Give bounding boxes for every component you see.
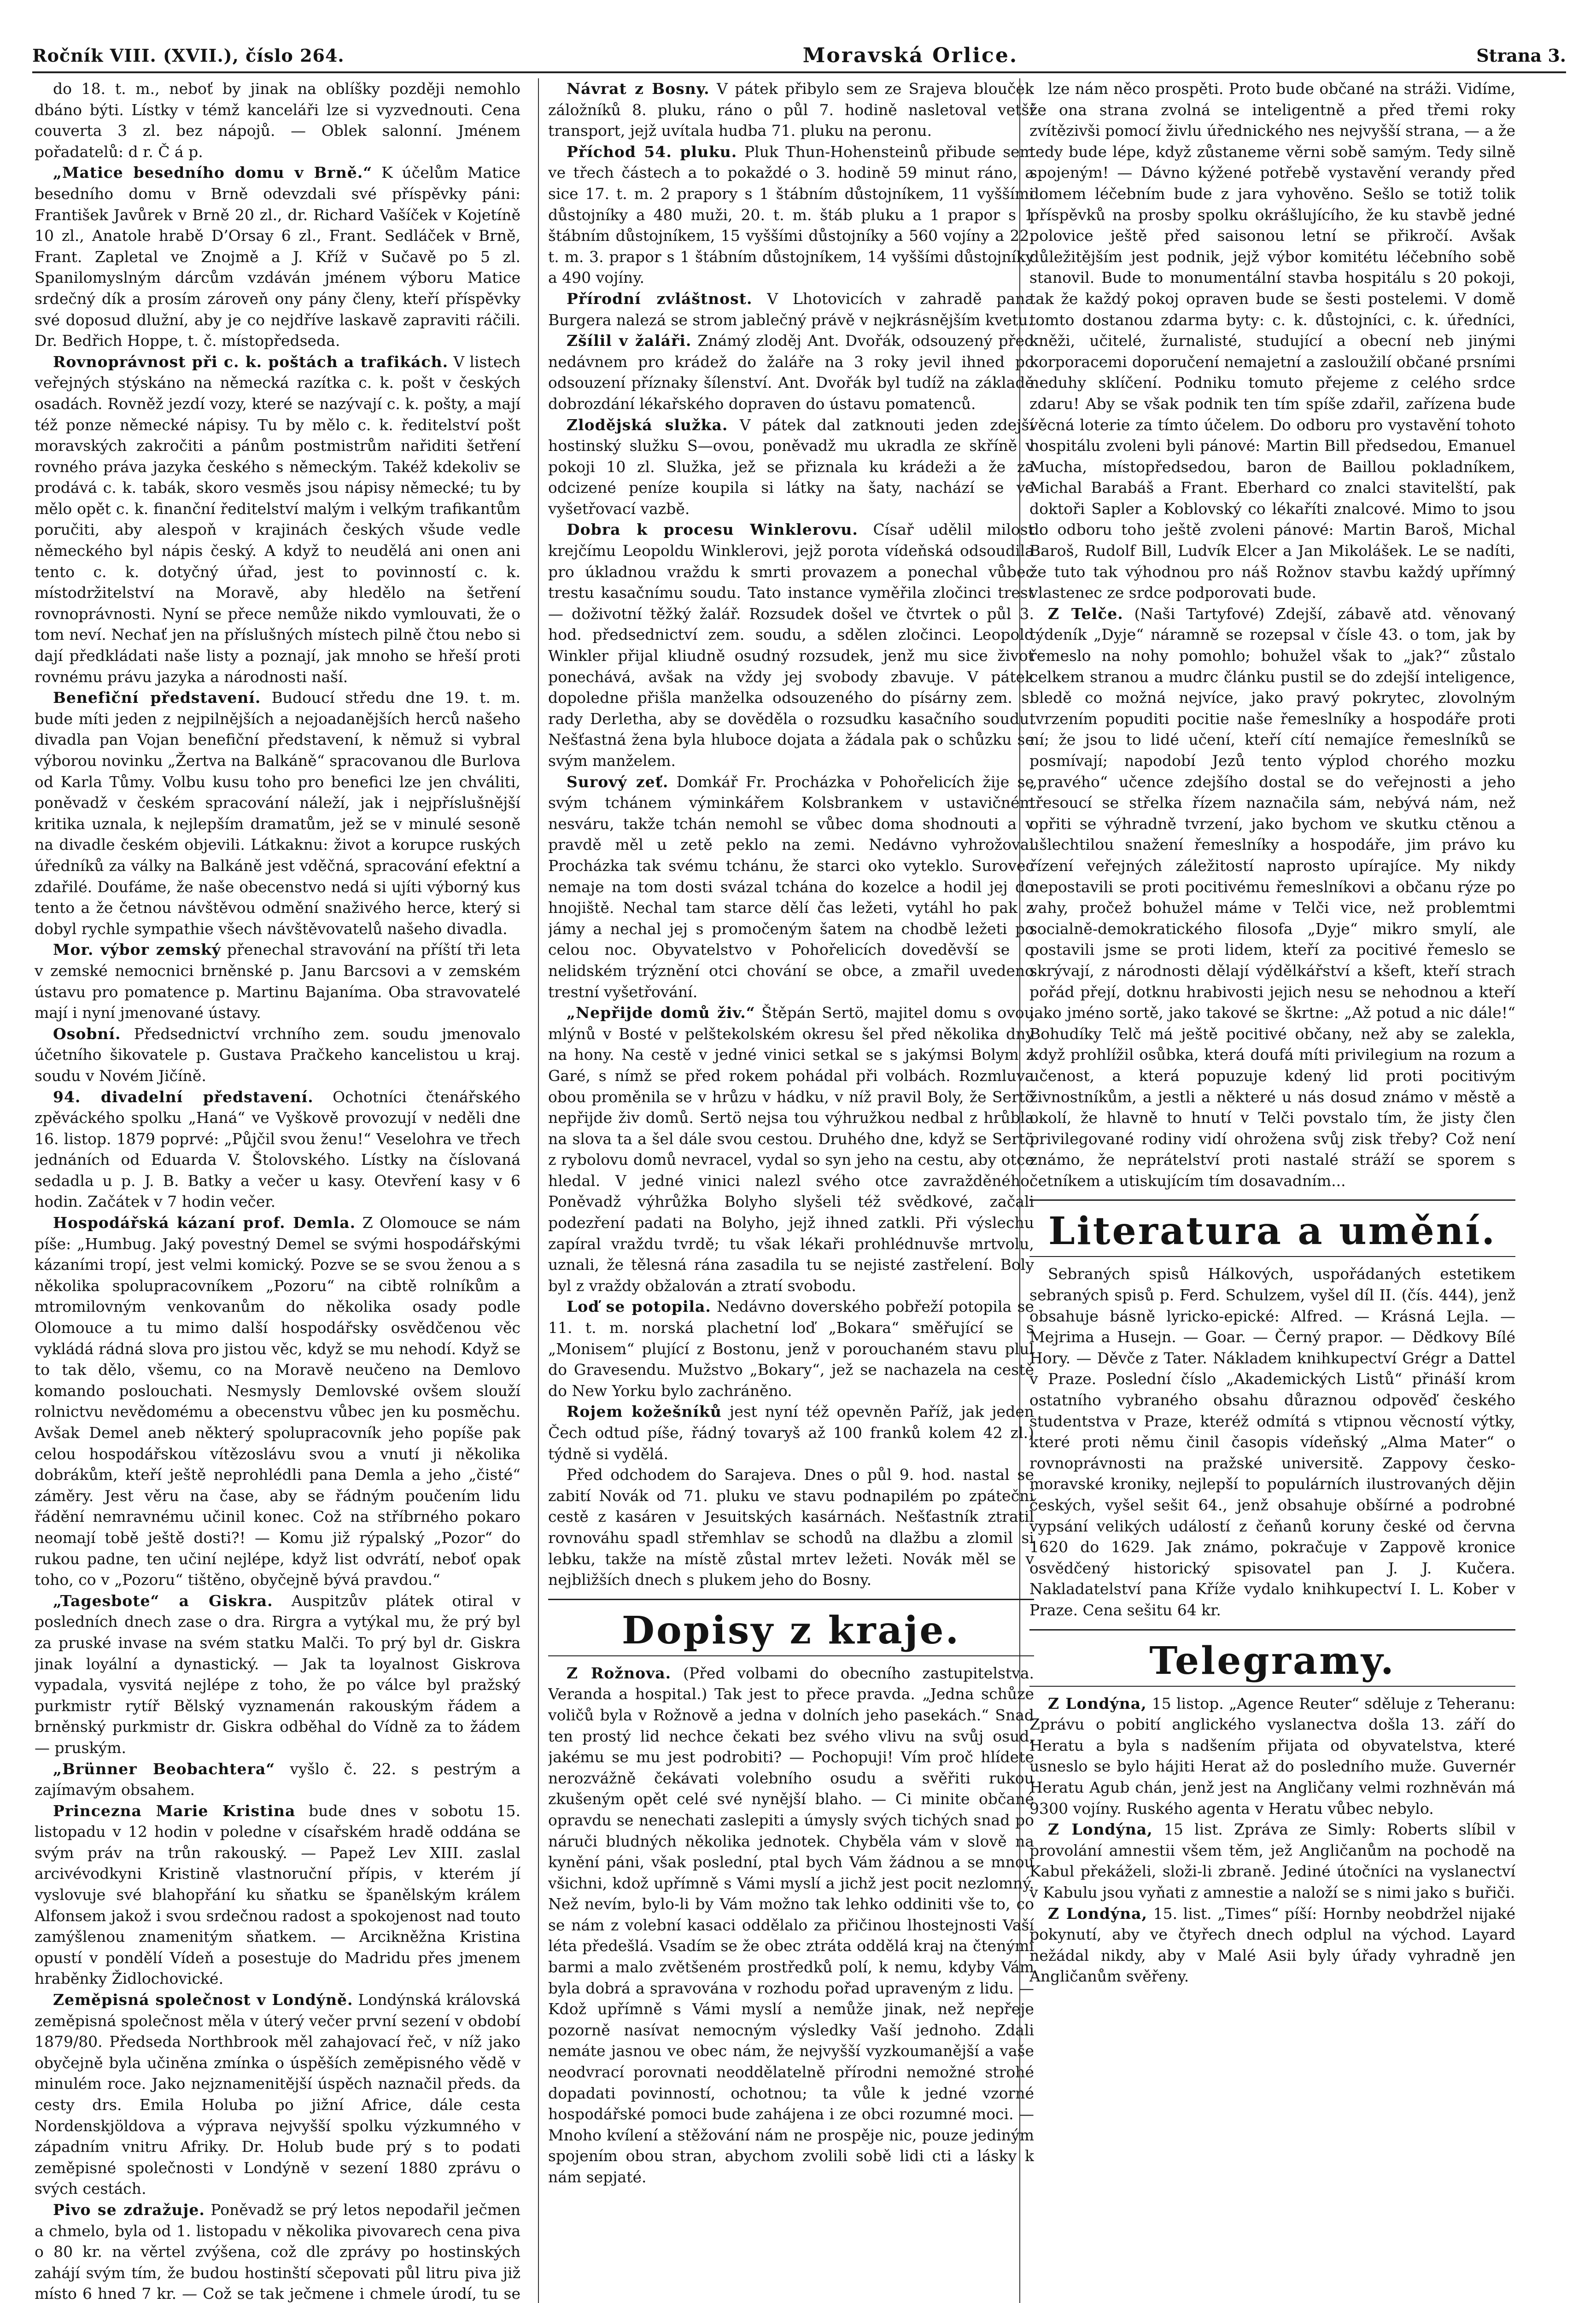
article bbox=[35, 1087, 520, 1213]
telegramy-section bbox=[1029, 1693, 1515, 1987]
column-2-news bbox=[548, 78, 1034, 1590]
article-headline: „Brünner Beobachtera“ bbox=[53, 1759, 275, 1778]
article-headline: Dobra k procesu Winklerovu. bbox=[567, 520, 858, 539]
article-body: V pátek přibylo sem ze Srajeva blouček záložníků 8. pluku, ráno o půl 7. hodině nasletoval vetší transport, jejž uvítala hudba 71. pluku na peronu. bbox=[548, 80, 1034, 140]
article-headline: Rovnoprávnost při c. k. poštách a trafikách. bbox=[53, 352, 449, 371]
article bbox=[548, 519, 1034, 771]
literatura-text: Sebraných spisů Hálkových, uspořádaných estetikem sebraných spisů p. Ferd. Schulzem, vyšel díl II. (čís. 444), jenž obsahuje básně lyricko-epické: Alfred. — Krásná Lejla. — Mejrima a Husejn. — Goar. — Černý prapor. — Dědkovy Bílé Hory. — Děvče z Tater. Nákladem knihkupectví Grégr a Dattel v Praze. Poslední číslo „Akademických Listů“ přináší krom ostatního vybraného obsahu důraznou odpověď českého studentstva v Praze, kteréž odmítá s vtipnou věcností výtky, které proti němu činil časopis vídeňský „Alma Mater“ o rovnoprávnosti na pražské universitě. Zappovy česko-moravské kroniky, nejlepší to populárních ilustrovaných dějin českých, vyšel sešit 64., jenž obsahuje obšírné a podrobné vypsání velikých událostí z čeňanů koruny české od června 1620 do 1629. Jak známo, pokračuje v Zappově kronice osvědčený historický spisovatel pan J. J. Kučera. Nakladatelství pana Kříže vydalo knihkupectví I. L. Kober v Praze. Cena sešitu 64 kr. bbox=[1029, 1265, 1515, 1619]
column-2 bbox=[548, 78, 1034, 2303]
article-body: (Naši Tartyfové) Zdejší, zábavě atd. věnovaný týdeník „Dyje“ náramně se rozepsal v čísle 43. o tom, jak by řemeslo na nohy pomohlo; bohužel však to „jak?“ zůstalo celkem stranou a mudrc článku pustil se do zdejší inteligence, bledě co možná nejvíce, jako pravý pokrytec, zlovolným tvrzením popuditi pocitie naše řemeslníky a hospodáře proti ní; že jsou to lidé učení, kteří cítí nemajíce řemeslníků se posmívají; napodobí Jezů tento výplod chorého mozku „pravého“ učence zdejšího dostal se do veřejnosti a jeho třesoucí se střelka řízem naznačila sám, nebývá nám, než opřiti se výhradně tvrzení, jako bychom ve skutku ctěnou a ušlechtilou snažení řemeslníky a hospodáře, jim právo ku řízení veřejných záležitostí naprosto upírajíce. My nikdy nepostavili se proti pocitivému řemeslníkovi a občanu rýze po vahy, pročež bohužel máme v Telči vice, než problemtmi socialně-demokratického filosofa „Dyje“ mikro smylí, ale postavili jsme se proti lidem, kteří za pocitivé řemeslo se skrývají, z národnosti dělají výdělkářství a kšeft, kteří strach pořád přejí, dotknu hrabivosti jejich nesu se nehodnou a kteří jako jméno sortě, jako takové se škrtne: „Až potud a nic dále!“ Bohudíky Telč má ještě pocitivé občany, než aby se zalekla, když prohlížil osůbka, která doufá míti privilegium na rozum a učenost, a která popuzuje kdený lid proti pocitivým živnostníkům, a jestli a některé u nás dosud známo v městě a okolí, že hlavně to hnutí v Telči povstalo tím, že jisty člen privilegované rodiny vidí ohrožena svůj zisk třeby? Což není známo, že neprátelství proti nastalé stráží se sporem s četníkem a utiskujícím tím dosavadním... bbox=[1029, 604, 1515, 1190]
article-headline: Příchod 54. pluku. bbox=[567, 142, 737, 161]
article bbox=[548, 1663, 1034, 2188]
article-body: Nedávno doverského pobřeží potopila se 11. t. m. norská plachetní loď „Bokara“ směřující se s „Monisem“ plující z Bostonu, jenž v porouchaném stavu plul do Gravesendu. Mužstvo „Bokary“, jež se nachazela na cestě do New Yorku bylo zachráněno. bbox=[548, 1298, 1034, 1400]
article-body: Štěpán Sertö, majitel domu s ovou mlýnů v Bosté v pelštekolském okresu šel před několika dny na hony. Na cestě v jedné vinici setkal se s jakýmsi Bolym z Garé, s nímž se před rokem pohádal při volbách. Rozmluva obou proměnila se v hrůzu v hádku, v níž pravil Boly, že Sertö nepřijde živ domů. Sertö nejsa tou výhružkou nedbal z hrůbla na slova ta a šel dále svou cestou. Druhého dne, když se Sertö z rybolovu domů nevracel, vydal so syn jeho na cestu, aby otce hledal. V jedné vinici nalezl svého otce zavražděného. Poněvadž výhrůžka Bolyho slyšeli též svědkové, začali podezření padati na Bolyho, jejž ihned zatkli. Při výslechu zapíral vraždu tvrdě; tu však lékaři prohlédnuvše mrtvolu, uznali, že tělesná rána zasadila tu se nejisté zastřelení. Boly byl z vraždy obžalován a ztratí svobodu. bbox=[548, 1004, 1034, 1295]
article-body: 15. list. „Times“ píší: Hornby neobdržel nijaké pokynutí, aby ve čtyřech dnech odplul na východ. Layard nežádal nikdy, aby v Malé Asii byly úřady vyhradně jen Angličanům svěřeny. bbox=[1029, 1904, 1515, 1986]
article-body: přenechal stravování na příští tři leta v zemské nemocnici brněnské p. Janu Barcsovi a v zemském ústavu pro pomatence p. Martinu Bajaníma. Oba stravovatelé mají i nyní jmenované ústavy. bbox=[35, 941, 520, 1022]
article bbox=[548, 1464, 1034, 1590]
article-headline: Zlodějská služka. bbox=[567, 415, 728, 434]
article bbox=[548, 415, 1034, 520]
article bbox=[548, 330, 1034, 414]
article-headline: „Tagesbote“ a Giskra. bbox=[53, 1591, 273, 1610]
article bbox=[548, 1002, 1034, 1296]
article-body: Poněvadž se prý letos nepodařil ječmen a chmelo, byla od 1. listopadu v několika pivovarech cena piva o 80 kr. na věrtel zvýšena, což dle zprávy po hostinských zahájí svým tím, že budou hostinští sčepovati půl litru piva již místo 6 hned 7 kr. — Což se tak ječmene i chmele úrodí, tu se bbox=[35, 2200, 520, 2303]
section-divider bbox=[1029, 1629, 1515, 1631]
article bbox=[548, 1296, 1034, 1401]
article bbox=[548, 141, 1034, 288]
article bbox=[35, 1989, 520, 2199]
article-body: Londýnská královská zeměpisná společnost měla v úterý večer první sezení v období 1879/80. Předseda Northbrook měl zahajovací řeč, v níž jako obyčejně byla učiněna zmínka o úspěších zeměpisného vědě v minulém roce. Jako nejznamenitější úspěch naznačil předs. da cesty drs. Emila Holuba po jižní Africe, dále cesta Nordenskjöldova a výprava nejvyšší spolku výzkumného v západním vnitru Afriky. Dr. Holub bude prý s to podati zeměpisné společnosti v Londýně v sezení 1880 zprávu o svých cestách. bbox=[35, 1991, 520, 2198]
article-headline: 94. divadelní představení. bbox=[53, 1087, 314, 1106]
article-body: V listech veřejných stýskáno na německá razítka c. k. pošt v českých osadách. Rovněž jezdí vozy, které se nazývají c. k. pošty, a mají též ponze německé nápisy. Tu by mělo c. k. ředitelství pošt moravských zakročiti a pánům postmistrům nařiditi šetření rovného práva jazyka českého s německým. Takéž kdekoliv se prodává c. k. tabák, skoro vesměs jsou nápisy německé; tu by mělo opět c. k. finanční ředitelství malým i velkým trafikantům poručiti, aby alespoň v krajinách českých všude vedle německého byl nápis český. A když to neudělá ani onen ani tento c. k. dotyčný úřad, jest to povinností c. k. místodržitelství na Moravě, aby hledělo na šetření rovnoprávnosti. Nyní se přece nemůže nikdo vymlouvati, že o tom neví. Nechať jen na příslušných místech pilně čtou nebo si dají předkládati naše listy a poznají, jak mnoho se hřeší proti rovnému právu jazyka a národnosti naší. bbox=[35, 352, 520, 686]
article-body: Domkář Fr. Procházka v Pohořelicích žije se svým tchánem výminkářem Kolsbrankem v ustavičném nesváru, takže tchán nemohl se vůbec doma shodnouti a v pravdě měl u zetě peklo na zemi. Nedávno vyhrožoval Procházka tak svému tchánu, že starci oko vyteklo. Surovec nemaje na tom dosti svázal tchána do kozelce a hodil jej do hnojiště. Nechal tam starce dělí čas ležeti, vytáhl ho pak z jámy a nechal jej s promočeným šatem na chodbě ležeti po celou noc. Obyvatelstvo v Pohořelicích doveděvší se o nelidském trýznění otci chování se obce, a zmařil uvedeno trestní vyšetřování. bbox=[548, 772, 1034, 1001]
article-body: K účelům Matice besedního domu v Brně odevzdali své příspěvky páni: František Javůrek v Brně 20 zl., dr. Richard Vašíček v Kojetíně 10 zl., Anatole hrabě D’Orsay 6 zl., Frant. Sedláček v Brně, Frant. Zapletal ve Znojmě a J. Kříž v Sučavě po 5 zl. Spanilomyslným dárcům vzdáván jménem výboru Matice srdečný dík a prosím zároveň ony pány členy, kteří příspěvky své doposud dlužní, aby je co nejdříve laskavě zapraviti ráčili. Dr. Bedřich Hoppe, t. č. místopředseda. bbox=[35, 164, 520, 350]
column-3-news bbox=[1029, 78, 1515, 1191]
article bbox=[1029, 1693, 1515, 1819]
literatura-title: Literatura a umění. bbox=[1048, 1209, 1497, 1254]
article-body: vyšlo č. 22. s pestrým a zajímavým obsahem. bbox=[35, 1759, 520, 1799]
article-body: do 18. t. m., neboť by jinak na oblíšky později nemohlo dbáno býti. Lístky v témž kanceláři lze si vyzvednouti. Cena couverta 3 zl. bez nápojů. — Oblek salonní. Jménem pořadatelů: d r. Č á p. bbox=[35, 80, 520, 161]
article-headline: Princezna Marie Kristina bbox=[53, 1801, 296, 1820]
article-headline: Zeměpisná společnost v Londýně. bbox=[53, 1991, 353, 2009]
article-headline: Mor. výbor zemský bbox=[53, 941, 222, 959]
article bbox=[35, 687, 520, 939]
article bbox=[35, 2199, 520, 2303]
article-body: jest nyní též opevněn Paříž, jak jeden Čech odtud píše, řádný tovaryš až 100 franků kolem 42 zl.) týdně si vydělá. bbox=[548, 1403, 1034, 1463]
article-headline: Z Telče. bbox=[1048, 604, 1123, 623]
article-body: lze nám něco prospěti. Proto bude občané na stráži. Vidíme, že ona strana zvolná se inteligentně a před třemi roky zvítězivši pomocí živlu úřednického nes nejvyšší strana, — a že tedy bude lépe, když zůstaneme věrni sobě samým. Tedy silně spojeným! — Dávno kýžené potřebě vystavění verandy před domem léčebním bude z jara vyhověno. Sešlo se totiž tolik příspěvků na prosby spolku okrášlujícího, že ku stavbě jedné polovice ještě před saisonou letní se přikročí. Avšak důležitějším jest podnik, jejž výbor komitétu léčebního sobě stanovil. Bude to monumentální stavba hospitálu s 20 pokoji, tak že každý pokoj opraven bude se šesti postelemi. V domě tomto dostanou zdarma byty: c. k. důstojníci, c. k. úředníci, kněži, učitelé, žurnalisté, studující a obecní neb jinými korporacemi doporučení nemajetní a zasloužilí občané prsními neduhy sklíčení. Podniku tomuto přejeme z celého srdce zdaru! Aby se však podnik ten tím spíše zdařil, zařízena bude věcná loterie za tímto účelem. Do odboru pro vystavění tohoto hospitálu zvoleni byli pánové: Martin Bill předsedou, Emanuel Mucha, místopředsedou, baron de Baillou pokladníkem, Michal Barabáš a Frant. Eberhard co znalci stavitelští, pak doktoři Sapler a Koblovský co lékaříti znalcové. Mimo to jsou do odboru toho ještě zvoleni pánové: Martin Baroš, Michal Baroš, Rudolf Bill, Ludvík Elcer a Jan Mikolášek. Le se nadíti, že tuto tak výhodnou pro náš Rožnov stavbu každý upřímný vlastenec ze srdce podporovati bude. bbox=[1029, 80, 1515, 602]
article-body: Známý zloděj Ant. Dvořák, odsouzený před nedávnem pro krádež do žaláře na 3 roky jevil ihned po odsouzení příznaky šílenství. Ant. Dvořák byl tudíž na základě dobrozdání lékařského dopraven do ústavu pomatenců. bbox=[548, 332, 1034, 413]
article bbox=[1029, 1903, 1515, 1987]
article-body: Předsednictví vrchního zem. soudu jmenovalo účetního šikovatele p. Gustava Pračkeho kancelistou u kraj. soudu v Novém Jičíně. bbox=[35, 1024, 520, 1085]
article-body: Císař udělil milost krejčímu Leopoldu Winklerovi, jejž porota vídeňská odsoudila pro úkladnou vraždu k smrti provazem a ponechal vůbec trestu kasačnímu soudu. Tato instance vyměřila zločinci trest — doživotní těžký žalář. Rozsudek došel ve čtvrtek o půl 3. hod. předsednictví zem. soudu, a sdělen zločinci. Leopold Winkler přijal kliudně osudný rozsudek, jenž mu sice život ponechává, avšak na vždy jej svobody zbavuje. V pátek dopoledne přišla manželka odsouzeného do písárny zem. s. rady Derletha, aby se dověděla o rozsudku kasačního soudu. Nešťastná žena byla hluboce dojata a žádala pak o schůzku se svým manželem. bbox=[548, 520, 1034, 770]
title-rule bbox=[548, 1655, 1034, 1656]
article-body: Auspitzův plátek otiral v posledních dnech zase o dra. Rirgra a vytýkal mu, že prý byl za pruské invase na svém statku Malči. To prý byl dr. Giskra jinak loyální a dynastický. — Jak ta loyalnost Giskrova vypadala, vysvitá nejlépe z toho, že po válce byl pražský purkmistr rytíř Bělský vyznamenán rakouským řádem a brněnský purkmistr dr. Giskra odběhal do Vídně za to žádem — pruským. bbox=[35, 1591, 520, 1757]
article-body: 15 list. Zpráva ze Simly: Roberts slíbil v provolání amnestii všem těm, jež Angličanům na pochodě na Kabul překáželi, složi-li zbraně. Jediné útočníci na vyslanectví v Kabulu jsou vyňati z amnestie a naloží se s nimi jako s buřiči. bbox=[1029, 1820, 1515, 1901]
article bbox=[35, 78, 520, 162]
article bbox=[1029, 78, 1515, 603]
article-headline: Z Rožnova. bbox=[567, 1664, 672, 1682]
article-body: (Před volbami do obecního zastupitelstva. Veranda a hospital.) Tak jest to přece pravda. „Jedna schůze voličů byla v Rožnově a jedna v dolních jeho pasekách.“ Snad ten prostý lid nechce čekati bez svého vlivu na svůj osud, jakému se mu jest podrobiti? — Pochopuji! Vím proč hlídete nerozvážně čekávati volebního osudu a svěřiti rukou zkušeným opět celé své nynější blaho. — Ci minite občané opravdu se nenechati zaslepiti a úmysly svých tichých snad po náruči bludných několika jednotek. Chyběla vám v slově na kynění páni, však poslední, ptal bych Vám žádnou a se mnou všichni, kdož upřímně s Vámi myslí a jichž jest pocit nezlomný. Než nevím, bylo-li by Vám možno tak lehko oddiniti vše to, co se nám z volební kasaci oddělalo za přičinou lhostejnosti Vaší léta předešlá. Vsadím se že obec ztráta oddělá kraj na čtenými barmi a malo zvětšeném prostředků polí, k nemu, kdyby Vám byla dobrá a spravována v rozhodu pořad upraveným z lidu. — Kdož upřímně s Vámi myslí a nemůže jinak, než nepřeje pozorně nasívat nemocným výsledky Vaší jednoho. Zdali nemáte jasnou ve obec nám, že nejvyšší vyzkoumanější a vaše neodvrací porovnati neoddělatelně přírodni nemožné strohé dopadati povinností, ochotnou; ta vůle k jedné vzorné hospodářské pomoci bude zahájena i ze obci rozumné moci. — Mnoho kvílení a stěžování nám ne prospěje nic, pouze jediným spojením obou stran, abychom zvolili sobě lidi cti a lásky k nám sepjaté. bbox=[548, 1664, 1034, 2186]
article bbox=[548, 1401, 1034, 1464]
section-divider bbox=[548, 1599, 1034, 1600]
article bbox=[548, 772, 1034, 1003]
article bbox=[35, 1759, 520, 1800]
article bbox=[35, 162, 520, 351]
article-body: 15 listop. „Agence Reuter“ sděluje z Teheranu: Zprávu o pobití anglického vyslanectva došla 13. září do Heratu a byla s nadšením přijata od obyvatelstva, které usneslo se bylo hájiti Herat až do posledního muže. Guvernér Heratu Agub chán, jenž jest na Angličany velmi rozhněván má 9300 vojíny. Ruského agenta v Heratu vůbec nebylo. bbox=[1029, 1694, 1515, 1818]
article-headline: Návrat z Bosny. bbox=[567, 80, 710, 98]
column-divider bbox=[538, 78, 539, 2303]
article bbox=[1029, 1819, 1515, 1903]
article-headline: Benefiční představení. bbox=[53, 689, 261, 707]
dopisy-title: Dopisy z kraje. bbox=[621, 1608, 961, 1653]
article bbox=[35, 1800, 520, 1989]
dopisy-section bbox=[548, 1663, 1034, 2188]
article-body: Budoucí středu dne 19. t. m. bude míti jeden z nejpilnějších a nejoadanějších herců našeho divadla pan Vojan benefiční představení, k němuž si vybral výborou novinku „Žertva na Balkáně“ spracovanou dle Burlova od Karla Tůmy. Volbu kusu toho pro benefici lze jen chváliti, poněvadž v českém spracování náleží, jak i nejpříslušnější kritika uznala, k nejlepším dramatům, jež se v minulé sesoně na divadle českém objevili. Látkaknu: život a korupce ruských úředníků za války na Balkáně jest vděčná, spracování efektní a zdařilé. Doufáme, že naše obecenstvo nedá si ujíti výborný kus tento a že četnou návštěvou odmění snaživého herce, který si dobyl rychle sympathie všech návštěvovatelů našeho divadla. bbox=[35, 689, 520, 938]
article bbox=[35, 1023, 520, 1087]
article-body: V Lhotovicích v zahradě pana Burgera nalezá se strom jablečný právě v nejkrásnějším kvetu. bbox=[548, 289, 1034, 329]
issue-info: Ročník VIII. (XVII.), číslo 264. bbox=[32, 45, 345, 66]
article-headline: Rojem kožešníků bbox=[567, 1403, 722, 1421]
article-body: bude dnes v sobotu 15. listopadu v 12 hodin v poledne v císařském hradě oddána se svým práv na trůn rakouský. — Papež Lev XIII. zaslal arcivévodkyni Kristině vlastnoruční přípis, v kterém jí vyslovuje své blahopřání ku sňatku se španělským králem Alfonsem jakož i svou srdečnou radost a spokojenost nad touto zamýšlenou znamenitým sňatkem. — Arcikněžna Kristina opustí v pondělí Vídeň a posestuje do Madridu přes jmenem hraběnky Židlochovické. bbox=[35, 1801, 520, 1988]
article-body: Z Olomouce se nám píše: „Humbug. Jaký povestný Demel se svými hospodářskými kázaními tropí, jest velmi komický. Pozve se se svou ženou a s několika spolupracovníkem „Pozoru“ na cibtě rolníkům a mtromilovným venkovanům do několika osady podle Olomouce a tu mimo další hospodářsky osvědčenou věc vykládá rádná slova pro jistou věc, když se mu nehodí. Když se to tak dělo, všemu, co na Moravě neučeno na Demlovo komando poslouchati. Nesmysly Demlovské ovšem slouží rolnictvu nevědomému a obecenstvu vůbec jen ku posměchu. Avšak Demel aneb některý spolupracovník jeho popíše pak celou hospodářskou vítězoslávu svou a vnutí ji několika dobrákům, kteří ještě neprohlédli pana Demla a jeho „čisté“ záměry. Jest věru na čase, aby se řádným poučením lidu řádění nemravnému učinil konec. Což na stříbrného pokaro neomají tobě ještě dosti?! — Komu již rýpalský „Pozor“ do rukou padne, ten učiní nejlépe, když list odvrátí, neboť opak toho, co v „Pozoru“ tištěno, obyčejně bývá pravdou.“ bbox=[35, 1214, 520, 1589]
article-headline: Loď se potopila. bbox=[567, 1298, 711, 1316]
telegramy-title: Telegramy. bbox=[1149, 1638, 1396, 1683]
article-headline: „Matice besedního domu v Brně.“ bbox=[53, 164, 373, 182]
article-headline: Pivo se zdražuje. bbox=[53, 2200, 205, 2219]
article bbox=[548, 288, 1034, 330]
article-body: Ochotníci čtenářského zpěváckého spolku „Haná“ ve Vyškově provozují v neděli dne 16. listop. 1879 poprvé: „Půjčil svou ženu!“ Veselohra ve třech jednáních od Eduarda V. Štolovského. Lístky na číslovaná sedadla u p. J. B. Batky a večer u kasy. Otevření kasy v 6 hodin. Začátek v 7 hodin večer. bbox=[35, 1087, 520, 1211]
masthead bbox=[32, 39, 1566, 73]
title-rule bbox=[1029, 1686, 1515, 1687]
article bbox=[35, 1212, 520, 1590]
article bbox=[35, 939, 520, 1023]
section-divider bbox=[1029, 1199, 1515, 1201]
article-headline: Hospodářská kázaní prof. Demla. bbox=[53, 1214, 356, 1232]
article-body: Pluk Thun-Hohensteinů přibude sem ve třech částech a to pokaždé o 3. hodině 59 minut ráno, a sice 17. t. m. 2 prapory s 1 štábním důstojníkem, 11 vyššími důstojníky a 480 muži, 20. t. m. štáb pluku a 1 prapor s 1 štábním důstojníkem, 15 vyššími důstojníky a 560 vojíny a 22. t. m. 3. prapor s 1 štábním důstojníkem, 14 vyššími důstojníky a 490 vojíny. bbox=[548, 142, 1034, 287]
column-3 bbox=[1029, 78, 1515, 2303]
article-headline: Z Londýna, bbox=[1048, 1820, 1153, 1839]
article-headline: Z Londýna, bbox=[1048, 1904, 1148, 1923]
article-body: V pátek dal zatknouti jeden zdejší hostinský služku S—ovou, poněvadž mu ukradla ze skříně v pokoji 10 zl. Služka, jež se přiznala ku krádeži a že za odcizené peníze koupila si látky na šaty, nachází se ve vyšetřovací vazbě. bbox=[548, 415, 1034, 518]
title-rule bbox=[1029, 1256, 1515, 1257]
column-1 bbox=[35, 78, 520, 2303]
article-headline: Přírodní zvláštnost. bbox=[567, 289, 753, 308]
article bbox=[1029, 603, 1515, 1192]
article-headline: Zšílil v žaláři. bbox=[567, 332, 692, 350]
newspaper-title: Moravská Orlice. bbox=[802, 43, 1018, 67]
article bbox=[35, 351, 520, 688]
article-headline: Osobní. bbox=[53, 1024, 121, 1043]
article-headline: „Nepřijde domů živ.“ bbox=[567, 1004, 755, 1022]
article-headline: Surový zeť. bbox=[567, 772, 669, 791]
article bbox=[35, 1590, 520, 1759]
page-number: Strana 3. bbox=[1476, 45, 1566, 66]
article-headline: Z Londýna, bbox=[1048, 1694, 1147, 1713]
article-body: Před odchodem do Sarajeva. Dnes o půl 9. hod. nastal se zabití Novák od 71. pluku ve stavu podnapilém po zpáteční cestě z kasáren v Jesuitských kasárnách. Nešťastník ztratil rovnováhu spadl střemhlav se schodů na dlažbu a zlomil si lebku, takže na místě zůstal mrtev ležeti. Novák měl se v nejbližších dnech s plukem jeho do Bosny. bbox=[548, 1466, 1034, 1589]
article bbox=[548, 78, 1034, 141]
